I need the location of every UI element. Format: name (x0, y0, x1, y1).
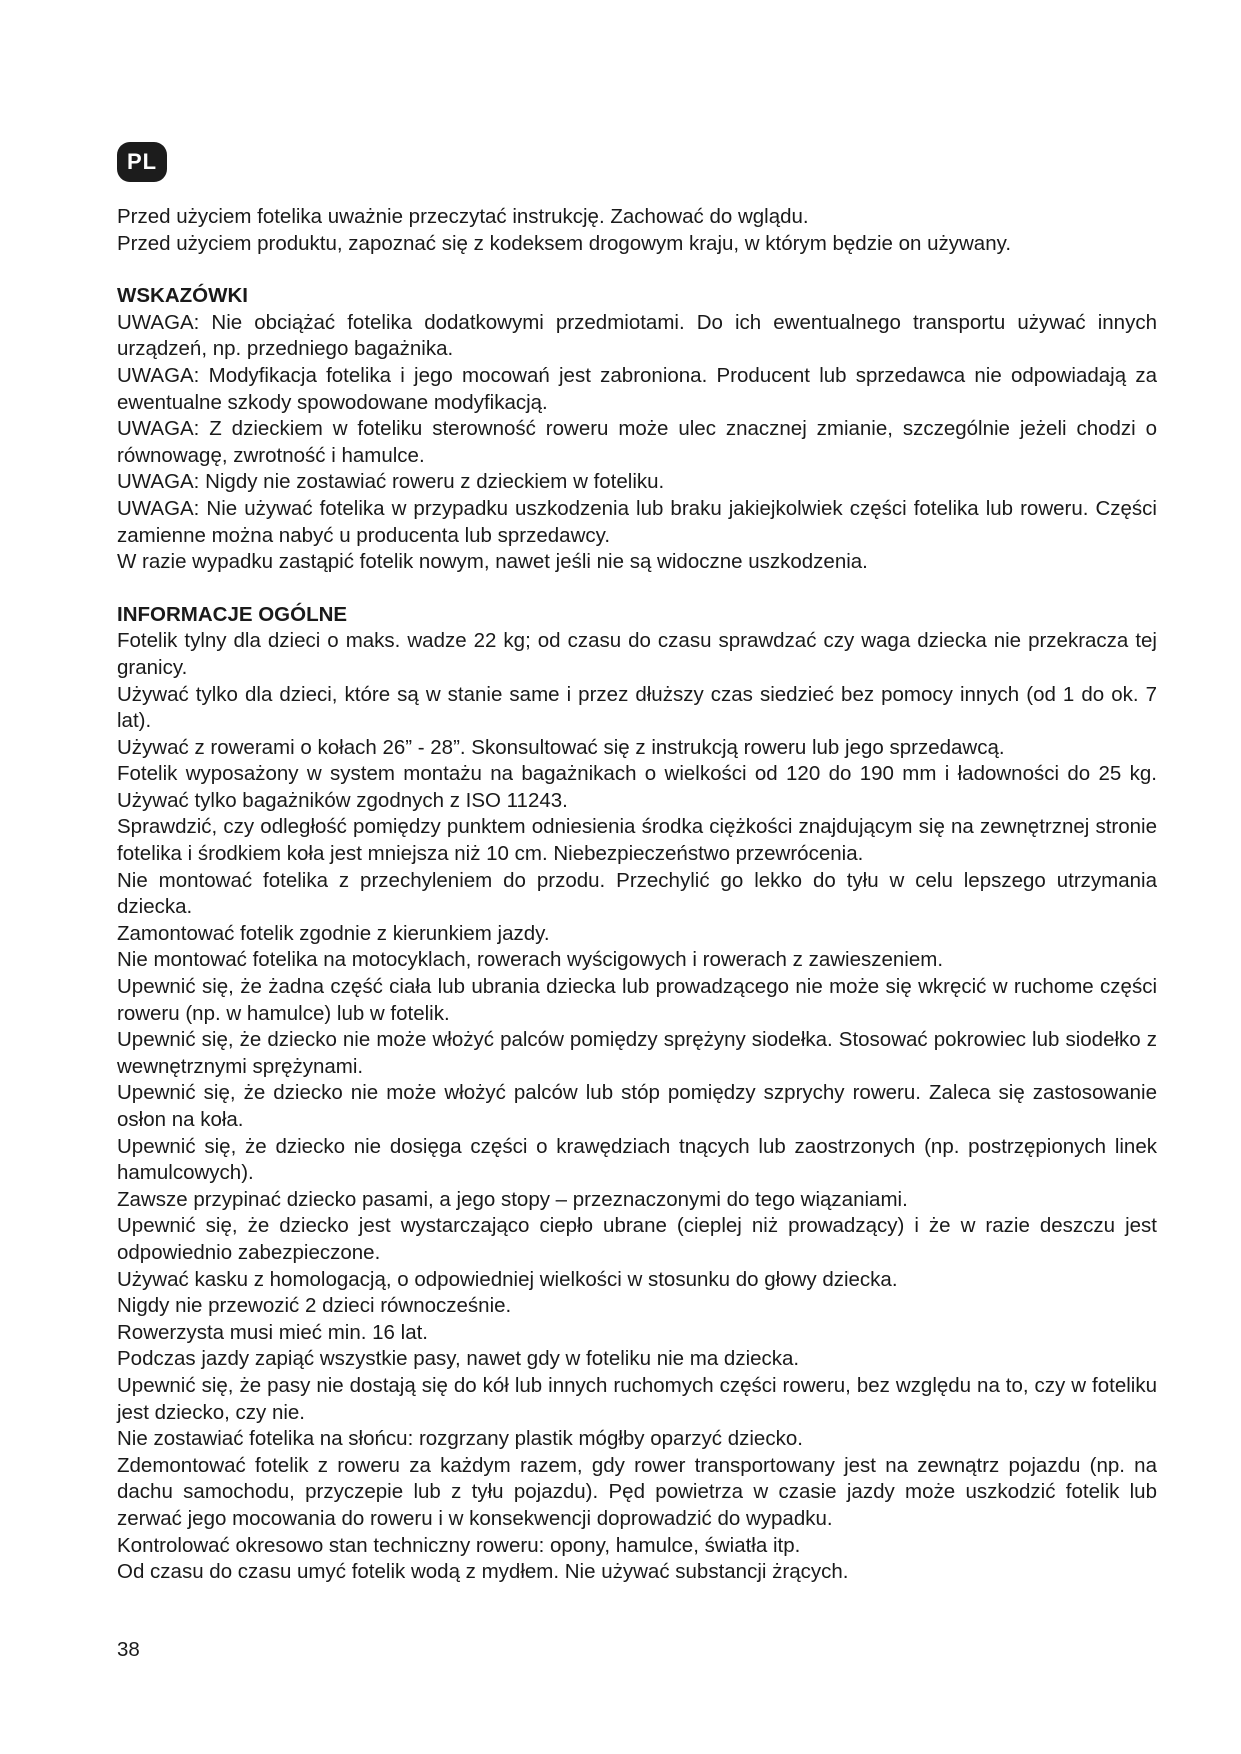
info-item: Nie zostawiać fotelika na słońcu: rozgrzany plastik mógłby oparzyć dziecko. (117, 1427, 803, 1451)
general-info-heading: INFORMACJE OGÓLNE (117, 602, 348, 626)
info-item: Sprawdzić, czy odległość pomiędzy punktem odniesienia środka ciężkości znajdującym się na zewnętrznej stronie fotelika i środkiem koła jest mniejsza niż 10 cm. Niebezpieczeństwo przewrócenia. (117, 815, 1157, 866)
info-item: Używać kasku z homologacją, o odpowiedniej wielkości w stosunku do głowy dziecka. (117, 1267, 898, 1291)
warning-item: UWAGA: Modyfikacja fotelika i jego mocowań jest zabroniona. Producent lub sprzedawca nie odpowiadają za ewentualne szkody spowodowane modyfikacją. (117, 363, 1157, 414)
info-item: Zawsze przypinać dziecko pasami, a jego stopy – przeznaczonymi do tego wiązaniami. (117, 1187, 908, 1211)
intro-line: Przed użyciem fotelika uważnie przeczytać instrukcję. Zachować do wglądu. (117, 205, 809, 228)
warning-item: UWAGA: Nie używać fotelika w przypadku uszkodzenia lub braku jakiejkolwiek części fotelika lub roweru. Części zamienne można nabyć u producenta lub sprzedawcy. (117, 496, 1157, 547)
intro-line: Przed użyciem produktu, zapoznać się z kodeksem drogowym kraju, w którym będzie on używany. (117, 231, 1012, 255)
info-item: Kontrolować okresowo stan techniczny roweru: opony, hamulce, światła itp. (117, 1533, 801, 1557)
info-item: Podczas jazdy zapiąć wszystkie pasy, nawet gdy w foteliku nie ma dziecka. (117, 1347, 800, 1371)
manual-page (117, 142, 1157, 1586)
info-item: Używać z rowerami o kołach 26” - 28”. Skonsultować się z instrukcją roweru lub jego sprzedawcą. (117, 735, 1005, 759)
info-item: Upewnić się, że żadna część ciała lub ubrania dziecka lub prowadzącego nie może się wkręcić w ruchome części roweru (np. w hamulce) lub w fotelik. (117, 975, 1157, 1025)
warning-item: W razie wypadku zastąpić fotelik nowym, nawet jeśli nie są widoczne uszkodzenia. (117, 550, 868, 574)
page-number: 38 (117, 1638, 140, 1661)
info-item: Używać tylko dla dzieci, które są w stanie same i przez dłuższy czas siedzieć bez pomocy innych (od 1 do ok. 7 lat). (117, 682, 1157, 733)
warning-item: UWAGA: Nie obciążać fotelika dodatkowymi przedmiotami. Do ich ewentualnego transportu używać innych urządzeń, np. przedniego bagażnika. (117, 310, 1157, 361)
info-item: Nie montować fotelika z przechyleniem do przodu. Przechylić go lekko do tyłu w celu lepszego utrzymania dziecka. (117, 868, 1157, 919)
info-item: Upewnić się, że dziecko jest wystarczająco ciepło ubrane (cieplej niż prowadzący) i że w razie deszczu jest odpowiednio zabezpieczone. (117, 1214, 1157, 1264)
info-item: Nie montować fotelika na motocyklach, rowerach wyścigowych i rowerach z zawieszeniem. (117, 948, 944, 972)
info-item: Od czasu do czasu umyć fotelik wodą z mydłem. Nie używać substancji żrących. (117, 1560, 849, 1584)
info-item: Fotelik wyposażony w system montażu na bagażnikach o wielkości od 120 do 190 mm i ładowności do 25 kg. Używać tylko bagażników zgodnych z ISO 11243. (117, 762, 1157, 812)
warning-item: UWAGA: Z dzieckiem w foteliku sterowność roweru może ulec znacznej zmianie, szczególnie jeżeli chodzi o równowagę, zwrotność i hamulce. (117, 417, 1157, 467)
info-item: Upewnić się, że dziecko nie może włożyć palców lub stóp pomiędzy szprychy roweru. Zaleca się zastosowanie osłon na koła. (117, 1081, 1157, 1131)
info-item: Nigdy nie przewozić 2 dzieci równocześnie. (117, 1294, 512, 1318)
info-item: Rowerzysta musi mieć min. 16 lat. (117, 1320, 429, 1344)
info-item: Zdemontować fotelik z roweru za każdym razem, gdy rower transportowany jest na zewnątrz pojazdu (np. na dachu samochodu, przyczepie lub z tyłu pojazdu). Pęd powietrza w czasie jazdy może uszkodzić fotelik lub zerwać jego mocowania do roweru i w konsekwencji doprowadzić do wypadku. (117, 1453, 1157, 1530)
general-info-section (117, 602, 1157, 1586)
info-item: Zamontować fotelik zgodnie z kierunkiem jazdy. (117, 921, 550, 945)
language-badge: PL (117, 142, 167, 182)
warnings-heading: WSKAZÓWKI (117, 284, 248, 308)
info-item: Fotelik tylny dla dzieci o maks. wadze 22 kg; od czasu do czasu sprawdzać czy waga dziecka nie przekracza tej granicy. (117, 629, 1157, 679)
info-item: Upewnić się, że dziecko nie dosięga części o krawędziach tnących lub zaostrzonych (np. postrzępionych linek hamulcowych). (117, 1134, 1157, 1185)
warning-item: UWAGA: Nigdy nie zostawiać roweru z dzieckiem w foteliku. (117, 470, 665, 494)
warnings-section (117, 283, 1157, 576)
info-item: Upewnić się, że pasy nie dostają się do kół lub innych ruchomych części roweru, bez względu na to, czy w foteliku jest dziecko, czy nie. (117, 1373, 1157, 1424)
info-item: Upewnić się, że dziecko nie może włożyć palców pomiędzy sprężyny siodełka. Stosować pokrowiec lub siodełko z wewnętrznymi sprężynami. (117, 1028, 1157, 1078)
intro-block (117, 204, 1157, 257)
